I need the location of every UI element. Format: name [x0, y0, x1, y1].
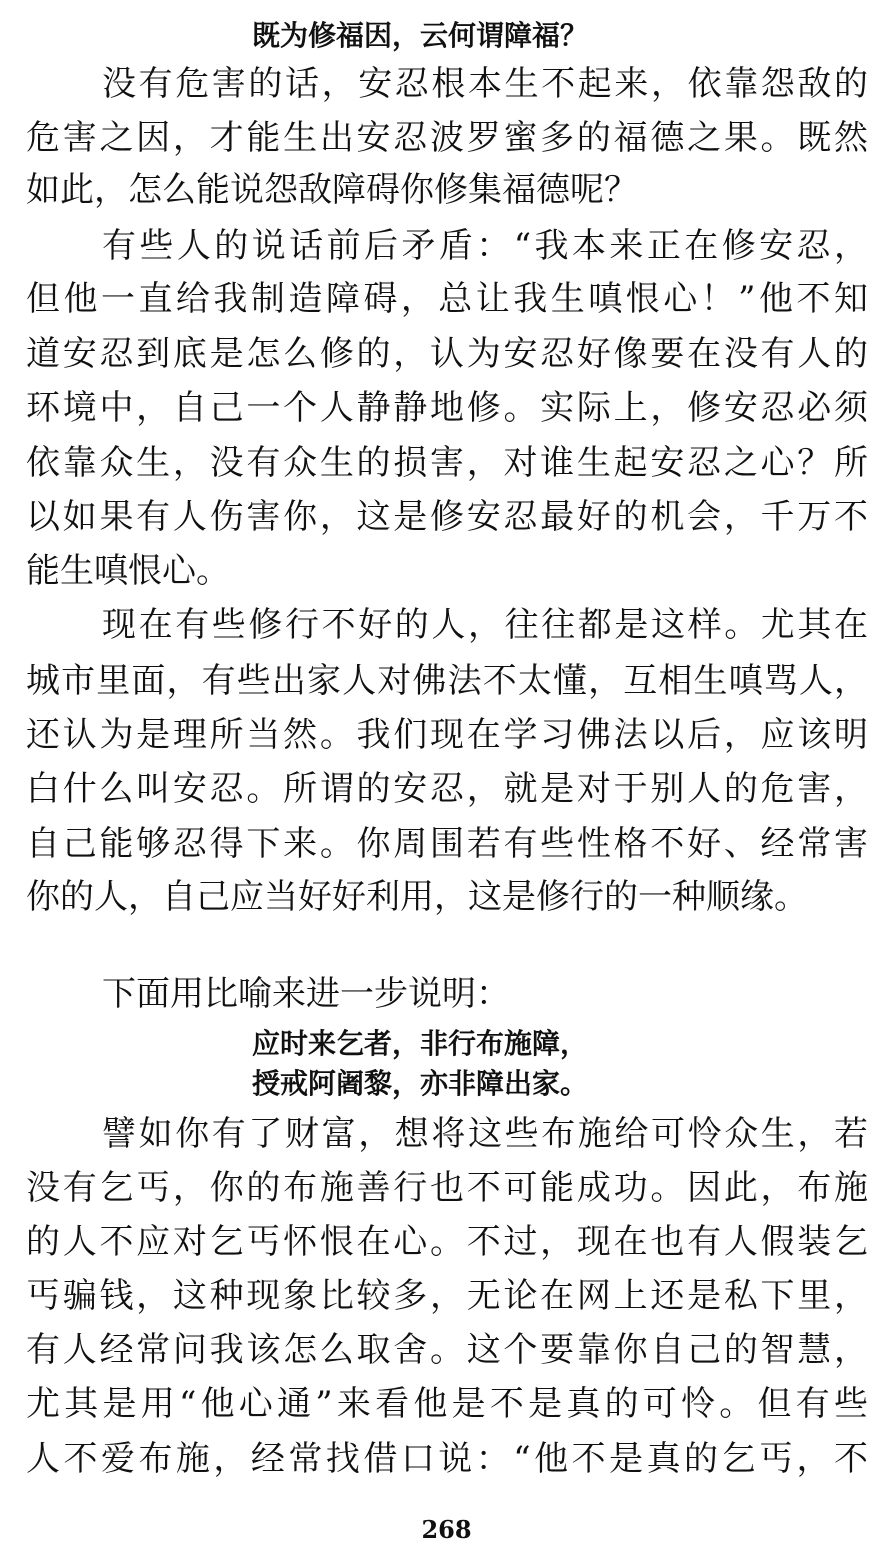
text-line: 下面用比喻来进一步说明：: [102, 974, 510, 1014]
text-line: 城市里面，有些出家人对佛法不太懂，互相生嗔骂人，: [26, 661, 868, 701]
text-line: 白什么叫安忍。所谓的安忍，就是对于别人的危害，: [26, 769, 868, 809]
text-line: 丐骗钱，这种现象比较多，无论在网上还是私下里，: [26, 1276, 868, 1316]
text-line: 没有乞丐，你的布施善行也不可能成功。因此，布施: [26, 1168, 868, 1208]
text-line: 自己能够忍得下来。你周围若有些性格不好、经常害: [26, 824, 868, 864]
verse-line: 应时来乞者，非行布施障，: [252, 1027, 589, 1060]
verse-quote: [0, 1024, 893, 1104]
verse-line: 授戒阿阇黎，亦非障出家。: [252, 1067, 589, 1100]
text-line: 如此，怎么能说怨敌障碍你修集福德呢？: [26, 170, 638, 210]
text-line: 道安忍到底是怎么修的，认为安忍好像要在没有人的: [26, 334, 868, 374]
page-number: 268: [421, 1515, 472, 1544]
text-line: 的人不应对乞丐怀恨在心。不过，现在也有人假装乞: [26, 1222, 868, 1262]
text-line: 依靠众生，没有众生的损害，对谁生起安忍之心？所: [26, 443, 868, 483]
text-line: 有人经常问我该怎么取舍。这个要靠你自己的智慧，: [26, 1330, 868, 1370]
text-line: 尤其是用“他心通”来看他是不是真的可怜。但有些: [26, 1384, 868, 1424]
text-line: 现在有些修行不好的人，往往都是这样。尤其在: [102, 605, 868, 645]
text-line: 环境中，自己一个人静静地修。实际上，修安忍必须: [26, 388, 868, 428]
text-line: 还认为是理所当然。我们现在学习佛法以后，应该明: [26, 715, 868, 755]
text-line: 危害之因，才能生出安忍波罗蜜多的福德之果。既然: [26, 118, 868, 158]
text-line: 以如果有人伤害你，这是修安忍最好的机会，千万不: [26, 497, 868, 537]
text-line: 没有危害的话，安忍根本生不起来，依靠怨敌的: [102, 64, 868, 104]
text-line: 但他一直给我制造障碍，总让我生嗔恨心！”他不知: [26, 279, 868, 319]
text-line: 有些人的说话前后矛盾：“我本来正在修安忍，: [102, 226, 868, 266]
verse-line: 既为修福因，云何谓障福？: [252, 19, 589, 52]
verse-heading: [0, 16, 893, 56]
text-line: 人不爱布施，经常找借口说：“他不是真的乞丐，不: [26, 1439, 868, 1479]
text-line: 譬如你有了财富，想将这些布施给可怜众生，若: [102, 1114, 868, 1154]
text-line: 你的人，自己应当好好利用，这是修行的一种顺缘。: [26, 877, 808, 917]
text-line: 能生嗔恨心。: [26, 551, 230, 591]
